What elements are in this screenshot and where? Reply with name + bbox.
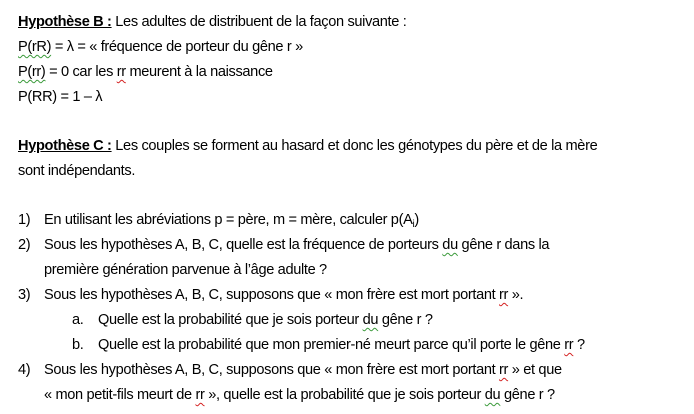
flagged-word: rr	[564, 337, 574, 353]
question-number: 3)	[18, 287, 31, 303]
flagged-word: du	[362, 312, 379, 328]
hypothesis-c-text: Les couples se forment au hasard et donc les génotypes du père et de la mère	[111, 138, 598, 154]
prob-rr-end: meurent à la naissance	[125, 64, 273, 80]
question-2	[18, 236, 549, 254]
prob-RR-line: P(RR) = 1 – λ	[18, 89, 103, 105]
question-text: Sous les hypothèses A, B, C, quelle est la fréquence de porteurs	[44, 237, 443, 253]
hypothesis-c-heading	[18, 137, 597, 155]
hypothesis-b-text: Les adultes de distribuent de la façon suivante :	[111, 14, 407, 30]
rr-term: rr	[116, 64, 126, 80]
prob-rr-term: P(rr)	[18, 64, 46, 80]
question-number: 4)	[18, 362, 31, 378]
question-1	[18, 211, 419, 234]
prob-rr-mid: = 0 car les	[45, 64, 117, 80]
question-3b	[72, 336, 585, 354]
question-4	[18, 361, 562, 379]
sub-question-letter: b.	[72, 337, 84, 353]
question-text: Sous les hypothèses A, B, C, supposons que « mon frère est mort portant	[44, 287, 500, 303]
question-text: Sous les hypothèses A, B, C, supposons que « mon frère est mort portant	[44, 362, 500, 378]
sub-question-text: Quelle est la probabilité que je sois porteur	[98, 312, 363, 328]
question-3a	[72, 311, 433, 329]
hypothesis-c-cont: sont indépendants.	[18, 163, 136, 179]
question-end: )	[414, 212, 419, 228]
sub-question-end: ?	[573, 337, 585, 353]
prob-rR-term: P(rR)	[18, 39, 52, 55]
question-text: « mon petit-fils meurt de	[44, 387, 196, 403]
question-3	[18, 286, 523, 304]
question-text-end: gêne r ?	[500, 387, 555, 403]
prob-rr-line	[18, 63, 273, 81]
hypothesis-b-label: Hypothèse B :	[18, 14, 112, 30]
question-text-end: gêne r dans la	[457, 237, 550, 253]
question-text: En utilisant les abréviations p = père, m = mère, calculer p(A	[44, 212, 413, 228]
sub-question-text: Quelle est la probabilité que mon premier-né meurt parce qu’il porte le gêne	[98, 337, 565, 353]
sub-question-end: gêne r ?	[378, 312, 433, 328]
hypothesis-b-heading	[18, 13, 406, 31]
flagged-word: rr	[499, 287, 509, 303]
question-text-end: » et que	[508, 362, 562, 378]
question-number: 2)	[18, 237, 31, 253]
question-text: », quelle est la probabilité que je sois porteur	[204, 387, 485, 403]
prob-rR-line	[18, 38, 303, 56]
prob-rR-def: = λ = « fréquence de porteur du gêne r »	[51, 39, 303, 55]
subscript: i	[412, 219, 415, 230]
flagged-word: du	[442, 237, 458, 253]
flagged-word: rr	[195, 387, 205, 403]
flagged-word: rr	[499, 362, 509, 378]
question-4-cont	[44, 386, 555, 404]
question-number: 1)	[18, 212, 31, 228]
flagged-word: du	[484, 387, 501, 403]
question-text-end: ».	[508, 287, 524, 303]
question-2-cont: première génération parvenue à l’âge adulte ?	[44, 262, 327, 278]
hypothesis-c-label: Hypothèse C :	[18, 138, 112, 154]
sub-question-letter: a.	[72, 312, 84, 328]
